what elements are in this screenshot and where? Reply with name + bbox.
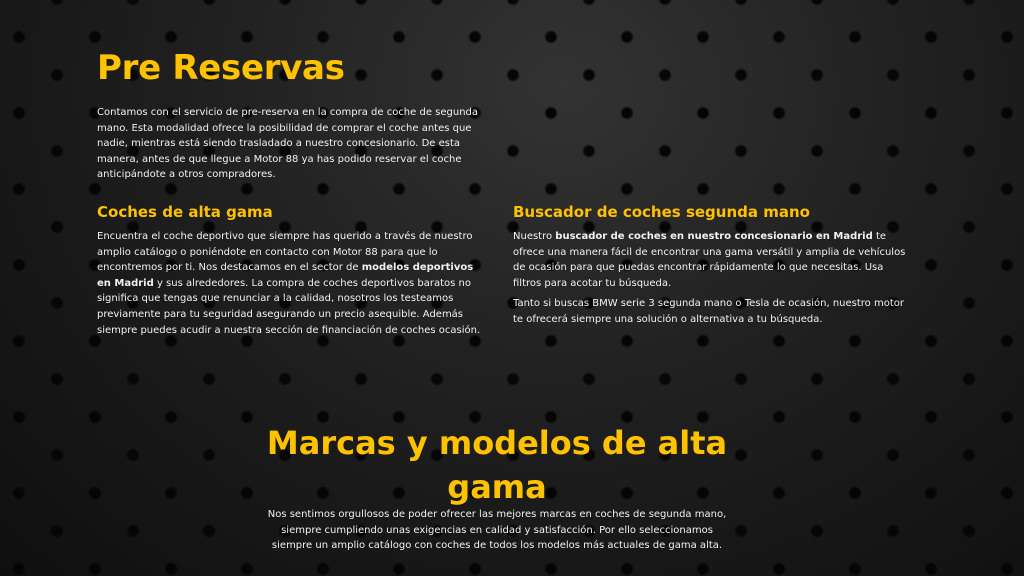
marcas-text: Nos sentimos orgullosos de poder ofrecer las mejores marcas en coches de segunda mano, siempre cumpliendo unas exigencias en calidad y satisfacción. Por ello seleccionamos siempre un amplio catálogo con coches de todos los modelos más actuales de gama alta.: [267, 509, 727, 552]
buscador-title: Buscador de coches segunda mano: [513, 203, 810, 221]
pre-reservas-title: Pre Reservas: [97, 48, 345, 88]
buscador-text-1: [513, 229, 908, 291]
alta-gama-text: [97, 229, 482, 338]
buscador-text-1-part-2: te ofrece una manera fácil de encontrar una gama versátil y amplia de vehículos de ocasión para que puedas encontrar rápidamente lo que necesitas. Usa filtros para acotar tu búsqueda.: [513, 231, 906, 289]
buscador-text-2: Tanto si buscas BMW serie 3 segunda mano o Tesla de ocasión, nuestro motor te ofrecerá siempre una solución o alternativa a tu búsqueda.: [513, 298, 904, 325]
alta-gama-title: Coches de alta gama: [97, 203, 273, 221]
alta-gama-bold-text: modelos deportivos en Madrid: [97, 262, 474, 289]
alta-gama-text-part-1: Encuentra el coche deportivo que siempre has querido a través de nuestro amplio catálogo o poniéndote en contacto con Motor 88 para que lo encontremos por ti. Nos destacamos en el sector de: [97, 231, 473, 274]
marcas-title: Marcas y modelos de alta gama: [266, 424, 728, 506]
alta-gama-text-part-2: y sus alrededores. La compra de coches deportivos baratos no significa que tengas que renunciar a la calidad, nosotros los testeamos previamente para tu seguridad asegurando un precio asequible. Además siempre puedes acudir a nuestra sección de financiación de coches ocasión.: [97, 277, 481, 336]
pre-reservas-text: Contamos con el servicio de pre-reserva en la compra de coche de segunda mano. Esta modalidad ofrece la posibilidad de comprar el coche antes que nadie, mientras está siendo trasladado a nuestro concesionario. De esta manera, antes de que llegue a Motor 88 ya has podido reservar el coche anticipándote a otros compradores.: [97, 107, 479, 181]
buscador-bold-text: buscador de coches en nuestro concesionario en Madrid: [555, 231, 873, 242]
buscador-text-1-part-1: Nuestro: [513, 231, 556, 242]
